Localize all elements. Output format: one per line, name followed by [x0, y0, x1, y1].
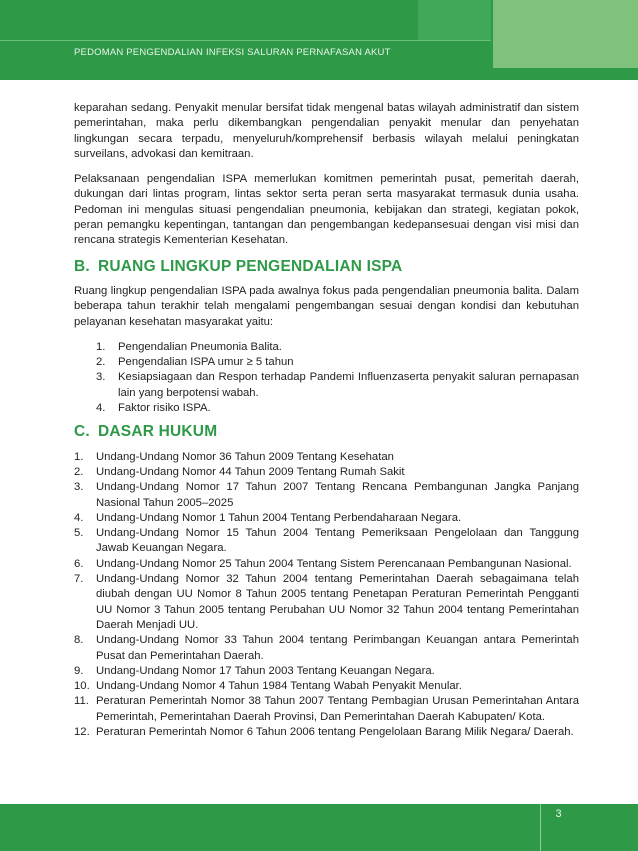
list-item — [74, 572, 579, 633]
list-item-text: Peraturan Pemerintah Nomor 6 Tahun 2006 tentang Pengelolaan Barang Milik Negara/ Daerah. — [96, 725, 574, 738]
list-item-number: 3. — [96, 371, 106, 384]
scope-list — [96, 340, 579, 416]
list-item — [74, 725, 579, 740]
list-item — [74, 480, 579, 511]
page-footer — [0, 804, 638, 851]
list-item — [74, 526, 579, 557]
section-b-heading — [74, 259, 579, 274]
list-item-number: 9. — [74, 664, 84, 677]
list-item — [96, 340, 579, 355]
list-item — [96, 401, 579, 416]
list-item-text: Pengendalian Pneumonia Balita. — [118, 340, 282, 353]
header-decor-block — [418, 0, 491, 40]
list-item-text: Undang-Undang Nomor 17 Tahun 2003 Tentang Keuangan Negara. — [96, 664, 435, 677]
list-item-number: 2. — [74, 465, 84, 478]
intro-paragraph-1: keparahan sedang. Penyakit menular bersifat tidak mengenal batas wilayah administratif dan sistem pemerintahan, maka perlu dikembangkan pengendalian penyakit menular dan penyehatan lingkungan secara terpadu, menyeluruh/komprehensif berbasis wilayah melalui peningkatan surveilans, advokasi dan kemitraan. — [74, 102, 579, 160]
section-b-letter: B. — [74, 257, 90, 275]
section-b-title: RUANG LINGKUP PENGENDALIAN ISPA — [98, 257, 403, 275]
list-item-number: 8. — [74, 634, 84, 647]
list-item — [96, 355, 579, 370]
list-item-text: Undang-Undang Nomor 15 Tahun 2004 Tentang Pemeriksaan Pengelolaan dan Tanggung Jawab Keuangan Negara. — [96, 527, 579, 555]
list-item-number: 2. — [96, 356, 106, 369]
list-item-text: Undang-Undang Nomor 25 Tahun 2004 Tentang Sistem Perencanaan Pembangunan Nasional. — [96, 557, 572, 570]
list-item-text: Undang-Undang Nomor 17 Tahun 2007 Tentang Rencana Pembangunan Jangka Panjang Nasional Tahun 2005–2025 — [96, 481, 579, 509]
list-item-number: 3. — [74, 481, 84, 494]
list-item — [74, 664, 579, 679]
page-header — [0, 0, 638, 80]
list-item-number: 7. — [74, 573, 84, 586]
list-item-number: 6. — [74, 557, 84, 570]
list-item — [74, 633, 579, 664]
list-item-number: 4. — [74, 511, 84, 524]
running-title: PEDOMAN PENGENDALIAN INFEKSI SALURAN PERNAFASAN AKUT — [74, 47, 391, 58]
list-item — [74, 694, 579, 725]
list-item-text: Undang-Undang Nomor 44 Tahun 2009 Tentang Rumah Sakit — [96, 465, 405, 478]
list-item-number: 11. — [74, 695, 89, 708]
list-item — [74, 465, 579, 480]
list-item — [74, 679, 579, 694]
list-item-text: Peraturan Pemerintah Nomor 38 Tahun 2007 Tentang Pembagian Urusan Pemerintahan Antara Pemerintah, Pemerintahan Daerah Provinsi, Dan Pemerintahan Daerah Kabupaten/ Kota. — [96, 695, 579, 723]
list-item — [96, 370, 579, 401]
list-item — [74, 557, 579, 572]
list-item-number: 1. — [96, 340, 106, 353]
list-item-text: Undang-Undang Nomor 4 Tahun 1984 Tentang Wabah Penyakit Menular. — [96, 680, 462, 693]
section-c-title: DASAR HUKUM — [98, 423, 218, 441]
header-divider — [0, 40, 491, 41]
header-decor-block-light — [493, 0, 638, 68]
list-item-number: 12. — [74, 725, 90, 738]
intro-paragraph-2: Pelaksanaan pengendalian ISPA memerlukan komitmen pemerintah pusat, pemeritah daerah, dukungan dari lintas program, lintas sektor serta peran serta masyarakat termasuk dunia usaha. Pedoman ini mengulas situasi pengendalian pneumonia, kebijakan dan strategi, kegiatan pokok, peran pemangku kepentingan, tantangan dan pengembangan kedepansesuai dengan visi misi dan rencana strategis Kementerian Kesehatan. — [74, 173, 579, 247]
section-c-letter: C. — [74, 423, 90, 441]
list-item-text: Undang-Undang Nomor 33 Tahun 2004 tentang Perimbangan Keuangan antara Pemerintah Pusat dan Pemerintahan Daerah. — [96, 634, 579, 662]
page-number: 3 — [555, 808, 562, 820]
list-item — [74, 450, 579, 465]
page-content — [74, 101, 579, 740]
section-b-intro: Ruang lingkup pengendalian ISPA pada awalnya fokus pada pengendalian pneumonia balita. Dalam beberapa tahun terakhir telah mengalami pengembangan sesuai dengan kondisi dan kebutuhan pelayanan kesehatan masyarakat yaitu: — [74, 284, 579, 328]
list-item-number: 10. — [74, 680, 90, 693]
list-item-text: Pengendalian ISPA umur ≥ 5 tahun — [118, 356, 294, 369]
list-item-text: Undang-Undang Nomor 36 Tahun 2009 Tentang Kesehatan — [96, 450, 394, 463]
list-item-text: Faktor risiko ISPA. — [118, 402, 211, 415]
list-item-text: Undang-Undang Nomor 32 Tahun 2004 tentang Pemerintahan Daerah sebagaimana telah diubah dengan UU Nomor 8 Tahun 2005 tentang Penetapan Peraturan Pemerintah Pengganti UU Nomor 3 Tahun 2005 tentang Perubahan UU Nomor 32 Tahun 2004 tentang Pemerintahan Daerah Menjadi UU. — [96, 573, 579, 631]
list-item-text: Kesiapsiagaan dan Respon terhadap Pandemi Influenzaserta penyakit saluran pernapasan lain yang berpotensi wabah. — [118, 371, 579, 399]
list-item-number: 4. — [96, 402, 106, 415]
legal-basis-list — [74, 450, 579, 741]
list-item-text: Undang-Undang Nomor 1 Tahun 2004 Tentang Perbendaharaan Negara. — [96, 511, 462, 524]
list-item — [74, 511, 579, 526]
section-c-heading — [74, 424, 579, 439]
list-item-number: 1. — [74, 450, 84, 463]
list-item-number: 5. — [74, 527, 84, 540]
